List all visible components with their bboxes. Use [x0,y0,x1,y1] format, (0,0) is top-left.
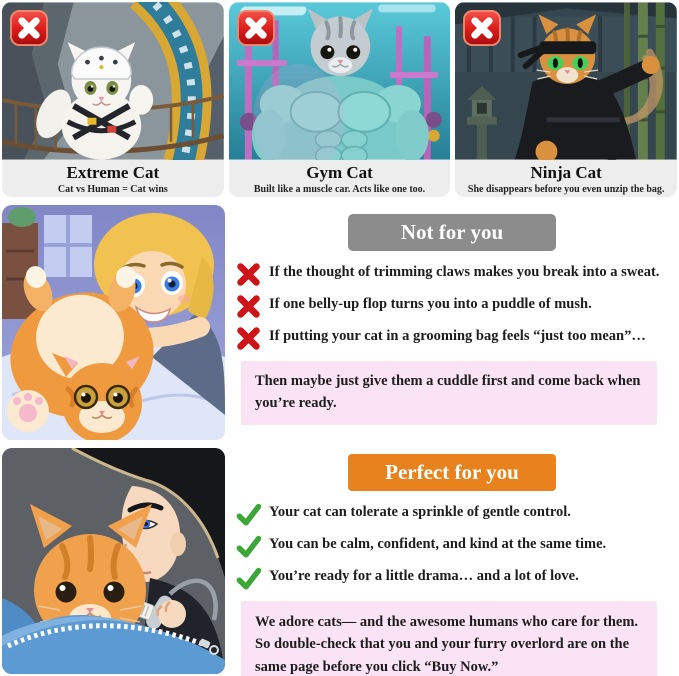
not-for-you-section [0,205,679,440]
card-title: Extreme Cat [66,163,160,182]
bullet-text: If putting your cat in a grooming bag feels “just too mean”… [269,328,646,344]
bullet-text: If the thought of trimming claws makes you break into a sweat. [269,264,660,280]
card-subtitle: Built like a muscle car. Acts like one too. [253,183,426,195]
perfect-for-you-header: Perfect for you [348,454,556,491]
perfect-for-you-content [231,448,677,676]
perfect-bullet-3 [236,566,673,591]
perfect-bullet-1 [236,502,673,527]
not-for-you-note: Then maybe just give them a cuddle first and come back when you’re ready. [241,361,657,425]
bullet-text: You’re ready for a little drama… and a lot of love. [269,568,579,584]
green-check-icon [236,534,261,559]
not-bullet-2 [236,294,673,319]
rejected-cat-cards [0,0,679,197]
cross-mark-button-icon [10,10,48,46]
cross-mark-button-icon [463,10,501,46]
perfect-bullet-2 [236,534,673,559]
perfect-for-you-note: We adore cats— and the awesome humans who care for them. So double-check that you and your furry overlord are on the same page before you click “Buy Now.” [241,601,657,676]
card-caption [229,160,451,197]
extreme-cat-image [2,2,224,160]
not-for-you-content [231,205,677,440]
card-subtitle: Cat vs Human = Cat wins [57,183,168,195]
cuddle-illustration [2,205,225,440]
perfect-for-you-section [0,448,679,676]
red-cross-icon [236,294,261,319]
red-cross-icon [236,326,261,351]
cross-mark-button-icon [237,10,275,46]
bullet-text: Your cat can tolerate a sprinkle of gentle control. [269,504,571,520]
perfect-for-you-bullets [231,502,673,591]
card-caption [455,160,677,197]
not-bullet-3 [236,326,673,351]
bullet-text: You can be calm, confident, and kind at the same time. [269,536,607,552]
bullet-text: If one belly-up flop turns you into a puddle of mush. [269,296,592,312]
gym-cat-image [229,2,451,160]
not-for-you-bullets [231,262,673,351]
grooming-illustration [2,448,225,674]
ninja-cat-image [455,2,677,160]
green-check-icon [236,566,261,591]
card-extreme-cat [2,2,224,197]
green-check-icon [236,502,261,527]
not-bullet-1 [236,262,673,287]
red-cross-icon [236,262,261,287]
card-gym-cat [229,2,451,197]
card-caption [2,160,224,197]
card-title: Gym Cat [306,163,373,182]
card-subtitle: She disappears before you even unzip the bag. [467,183,665,195]
card-ninja-cat [455,2,677,197]
not-for-you-header: Not for you [348,214,556,251]
card-title: Ninja Cat [530,163,602,182]
